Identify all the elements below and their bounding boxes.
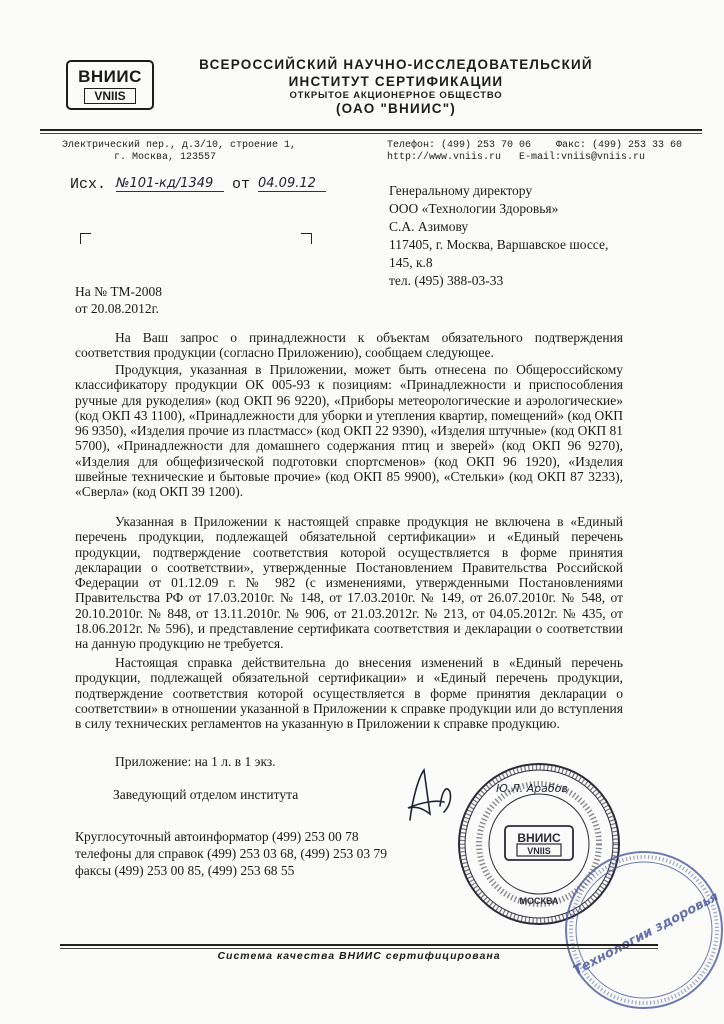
footer-divider	[60, 944, 658, 946]
header-divider-thin	[40, 133, 702, 134]
address-line2: г. Москва, 123557	[114, 152, 217, 163]
date-label: от	[232, 176, 251, 193]
phone-number: Телефон: (499) 253 70 06	[387, 140, 532, 151]
outgoing-label: Исх.	[70, 176, 107, 193]
reference-date: от 20.08.2012г.	[75, 301, 159, 316]
paragraph-request: На Ваш запрос о принадлежности к объектам обязательного подтверждения соответствия продукции (согласно Приложению), сообщаем следующее.	[75, 330, 623, 361]
recipient-position: Генеральному директору	[389, 183, 533, 198]
quality-system-note: Система качества ВНИИС сертифицирована	[217, 950, 501, 962]
address-bracket-right	[301, 233, 312, 244]
website-link: http://www.vniis.ru	[387, 152, 502, 163]
fax-number: Факс: (499) 253 33 60	[556, 140, 683, 151]
company-seal	[548, 838, 724, 1014]
footer-divider-thin	[60, 948, 658, 949]
recipient-address: 117405, г. Москва, Варшавское шоссе,	[389, 237, 609, 252]
institute-name-line1: ВСЕРОССИЙСКИЙ НАУЧНО-ИССЛЕДОВАТЕЛЬСКИЙ	[199, 57, 593, 72]
company-type: ОТКРЫТОЕ АКЦИОНЕРНОЕ ОБЩЕСТВО	[289, 90, 503, 101]
outgoing-number: №101-кд/1349	[116, 176, 224, 192]
inquiry-phones: телефоны для справок (499) 253 03 68, (499) 253 03 79	[75, 846, 388, 861]
seal-city: МОСКВА	[519, 896, 559, 906]
recipient-block	[389, 182, 608, 290]
paragraph-validity: Настоящая справка действительна до внесения изменений в «Единый перечень продукции, подлежащей обязательной сертификации» и «Единый перечень продукции, подтверждение соответствия которой осуществляется в форме принятия декларации о соответствии» в отношении указанной в Приложении к справке продукции или до вступления в силу технических регламентов на указанную в Приложении к справке продукцию.	[75, 655, 623, 732]
vniis-logo	[66, 60, 154, 110]
header-divider	[40, 129, 702, 131]
recipient-phone: тел. (495) 388-03-33	[389, 273, 504, 288]
reference-block	[75, 283, 162, 317]
address-bracket-left	[80, 233, 91, 244]
reference-number: На № ТМ-2008	[75, 284, 162, 299]
paragraph-not-included: Указанная в Приложении к настоящей справке продукция не включена в «Единый перечень продукции, подлежащей обязательной сертификации» и «Единый перечень продукции, подтверждение соответствия которой осуществляется в форме принятия декларации о соответствии», утвержденные Постановлением Правительства Российской Федерации от 01.12.09 г. № 982 (с изменениями, утвержденными Постановлениями Правительства РФ от 17.03.2010г. № 148, от 17.03.2010г. № 149, от 26.07.2010г. № 548, от 20.10.2010г. № 848, от 13.11.2010г. № 906, от 21.03.2012г. № 213, от 04.05.2012г. № 435, от 18.06.2012г. № 596), и представление сертификата соответствия и декларации о соответствии на данную продукцию не требуется.	[75, 514, 623, 652]
recipient-name: С.А. Азимову	[389, 219, 469, 234]
signatory-name: Ю.Л. Арабов	[496, 782, 568, 795]
appendix-note: Приложение: на 1 л. в 1 экз.	[115, 754, 276, 769]
company-seal-graphic	[548, 838, 724, 1014]
signature-scribble	[392, 762, 568, 832]
logo-text-latin: VNIIS	[84, 88, 136, 104]
company-short-name: (ОАО "ВНИИС")	[335, 101, 457, 116]
fax-numbers: факсы (499) 253 00 85, (499) 253 68 55	[75, 863, 295, 878]
recipient-address-building: 145, к.8	[389, 255, 433, 270]
autoinformer-phone: Круглосуточный автоинформатор (499) 253 00 78	[75, 829, 359, 844]
seal-logo-cyrillic: ВНИИС	[517, 831, 561, 845]
signatory-position: Заведующий отделом института	[113, 787, 299, 802]
logo-text-cyrillic: ВНИИС	[78, 67, 142, 86]
paragraph-classification: Продукция, указанная в Приложении, может быть отнесена по Общероссийскому классификатору продукции ОК 005-93 к позициям: «Принадлежности и приспособления ручные для рукоделия» (код ОКП 96 9220), «Приборы метеорологические и аэрологические» (код ОКП 43 1100), «Принадлежности для уборки и утепления квартир, помещений» (код ОКП 96 9350), «Изделия прочие из пластмасс» (код ОКП 22 9390), «Изделия штучные» (код ОКП 81 5700), «Принадлежности для домашнего содержания птиц и зверей» (код ОКП 96 9270), «Изделия для общефизической подготовки спортсменов» (код ОКП 96 1920), «Изделия швейные технические и бытовые прочие» (код ОКП 85 9900), «Стельки» (код ОКП 87 3233), «Сверла» (код ОКП 39 1200).	[75, 362, 623, 500]
recipient-company: ООО «Технологии Здоровья»	[389, 201, 559, 216]
institute-name-line2: ИНСТИТУТ СЕРТИФИКАЦИИ	[288, 74, 504, 89]
address-line1: Электрический пер., д.3/10, строение 1,	[62, 140, 297, 151]
company-seal-name: Технологии здоровья	[571, 889, 722, 979]
email-link: E-mail:vniis@vniis.ru	[519, 152, 646, 163]
seal-logo-latin: VNIIS	[527, 846, 551, 856]
outgoing-date: 04.09.12	[258, 176, 326, 192]
